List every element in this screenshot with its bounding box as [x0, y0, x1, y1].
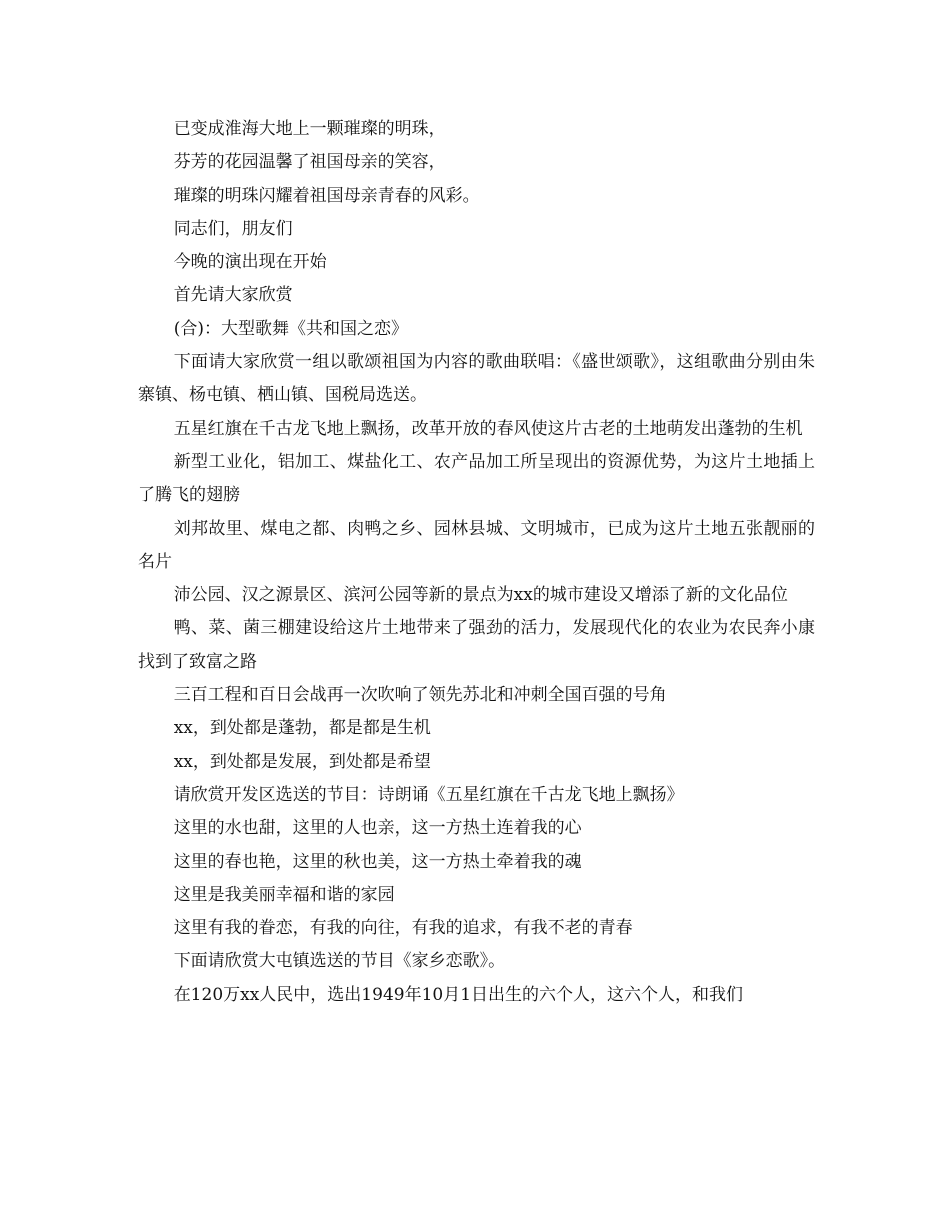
paragraph: 五星红旗在千古龙飞地上飘扬，改革开放的春风使这片古老的土地萌发出蓬勃的生机	[173, 418, 803, 439]
paragraph: 芬芳的花园温馨了祖国母亲的笑容，	[173, 152, 446, 173]
paragraph: 今晚的演出现在开始	[173, 252, 327, 273]
paragraph: xx，到处都是蓬勃，都是都是生机	[173, 718, 431, 739]
paragraph: 下面请大家欣赏一组以歌颂祖国为内容的歌曲联唱：《盛世颂歌》，这组歌曲分别由朱寨镇、杨屯镇、栖山镇、国税局选送。	[138, 352, 815, 406]
paragraph: 沛公园、汉之源景区、滨河公园等新的景点为xx的城市建设又增添了新的文化品位	[173, 585, 788, 606]
paragraph: 这里的春也艳，这里的秋也美，这一方热土牵着我的魂	[173, 851, 582, 872]
paragraph: 首先请大家欣赏	[173, 285, 293, 306]
paragraph: 这里是我美丽幸福和谐的家园	[173, 884, 395, 905]
paragraph: 璀璨的明珠闪耀着祖国母亲青春的风彩。	[173, 185, 480, 206]
paragraph: 请欣赏开发区选送的节目：诗朗诵《五星红旗在千古龙飞地上飘扬》	[173, 784, 684, 805]
paragraph: 下面请欣赏大屯镇选送的节目《家乡恋歌》。	[173, 951, 506, 972]
paragraph: 这里有我的眷恋，有我的向往，有我的追求，有我不老的青春	[173, 918, 633, 939]
paragraph: 鸭、菜、菌三棚建设给这片土地带来了强劲的活力，发展现代化的农业为农民奔小康找到了致富之路	[138, 618, 815, 672]
paragraph: xx，到处都是发展，到处都是希望	[173, 751, 431, 772]
document-body	[138, 113, 815, 1012]
paragraph: 已变成淮海大地上一颗璀璨的明珠，	[173, 119, 446, 139]
paragraph: 刘邦故里、煤电之都、肉鸭之乡、园林县城、文明城市，已成为这片土地五张靓丽的名片	[138, 518, 815, 572]
paragraph: 同志们，朋友们	[173, 218, 293, 239]
paragraph: 在120万xx人民中，选出1949年10月1日出生的六个人，这六个人，和我们	[173, 984, 744, 1005]
paragraph: (合)：大型歌舞《共和国之恋》	[173, 318, 408, 339]
paragraph: 这里的水也甜，这里的人也亲，这一方热土连着我的心	[173, 818, 582, 839]
paragraph: 三百工程和百日会战再一次吹响了领先苏北和冲刺全国百强的号角	[173, 685, 667, 706]
paragraph: 新型工业化，铝加工、煤盐化工、农产品加工所呈现出的资源优势，为这片土地插上了腾飞的翅膀	[138, 451, 815, 506]
